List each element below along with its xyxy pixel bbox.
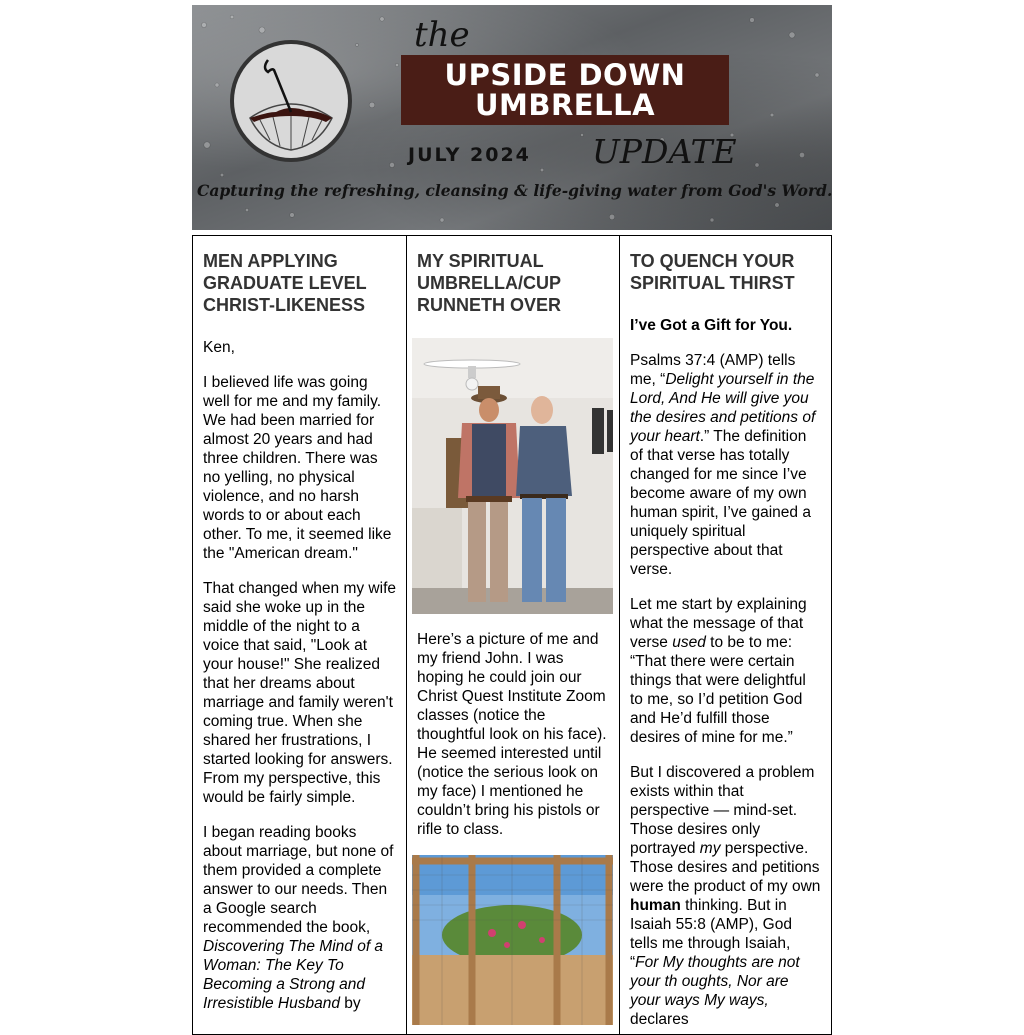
masthead-title-line1: UPSIDE DOWN — [444, 58, 686, 92]
paragraph: That changed when my wife said she woke up in the middle of the night to a voice that said, "Look at your house!" She realized that her dreams about marriage and family weren't coming true. When she shared her frustrations, I started looking for answers. From my perspective, this would be fairly simple. — [203, 580, 396, 806]
book-title: Discovering The Mind of a Woman: The Key To Becoming a Strong and Irresistible Husband — [203, 938, 384, 1012]
newsletter-banner — [192, 5, 832, 230]
paragraph: Let me start by explaining what the message of that verse used to be to me: “That there were certain things that were delightful to me, so I’d petition God and He’d fulfill those desires of mine for me.” — [630, 596, 807, 746]
scripture-quote: For My thoughts are not your th oughts, Nor are your ways My ways, — [630, 954, 800, 1009]
article-heading: MEN APPLYING GRADUATE LEVEL CHRIST-LIKENESS — [203, 251, 367, 315]
column-quench-thirst — [619, 235, 832, 1035]
masthead-title-line2: UMBRELLA — [474, 88, 656, 122]
masthead-update: UPDATE — [592, 132, 737, 171]
issue-date: JULY 2024 — [408, 144, 531, 166]
salutation: Ken, — [203, 339, 235, 356]
column-umbrella-cup — [406, 235, 620, 1035]
photo-friend-john — [412, 338, 614, 614]
paragraph: I believed life was going well for me and my family. We had been married for almost 20 years and had three children. There was no yelling, no physical violence, and no harsh words to or about each other. To me, it seemed like the "American dream." — [203, 374, 392, 562]
paragraph: Psalms 37:4 (AMP) tells me, “Delight yourself in the Lord, And He will give you the desires and petitions of your heart.” The definition of that verse has totally changed for me since I’ve become aware of my own human spirit, I’ve gained a uniquely spiritual perspective about that verse. — [630, 352, 816, 578]
umbrella-icon — [228, 38, 354, 164]
subheading-gift: I’ve Got a Gift for You. — [630, 317, 793, 334]
scripture-quote: Delight yourself in the Lord, And He will give you the desires and petitions of your heart — [630, 371, 816, 445]
article-heading: MY SPIRITUAL UMBRELLA/CUP RUNNETH OVER — [417, 251, 562, 315]
paragraph: I began reading books about marriage, but none of them provided a complete answer to our needs. Then a Google search recommended the book, Discovering The Mind of a Woman: The Key To Becoming a Strong and Irresistible Husband by — [203, 824, 394, 1012]
masthead-the: the — [414, 15, 470, 55]
photo-garden-cage — [412, 855, 614, 1025]
article-heading: TO QUENCH YOUR SPIRITUAL THIRST — [630, 251, 795, 293]
tagline: Capturing the refreshing, cleansing & life-giving water from God's Word. — [197, 181, 832, 200]
column-men-applying — [192, 235, 407, 1035]
photo-caption: Here’s a picture of me and my friend John. I was hoping he could join our Christ Quest Institute Zoom classes (notice the thoughtful look on his face). He seemed interested until (notice the serious look on my face) I mentioned he couldn’t bring his pistols or rifle to class. — [417, 631, 607, 838]
masthead-title — [401, 55, 729, 125]
paragraph: But I discovered a problem exists within that perspective — mind-set. Those desires only portrayed my perspective. Those desires and petitions were the product of my own human thinking. But in Isaiah 55:8 (AMP), God tells me through Isaiah, “For My thoughts are not your th oughts, Nor are your ways My ways, declares — [630, 764, 821, 1028]
